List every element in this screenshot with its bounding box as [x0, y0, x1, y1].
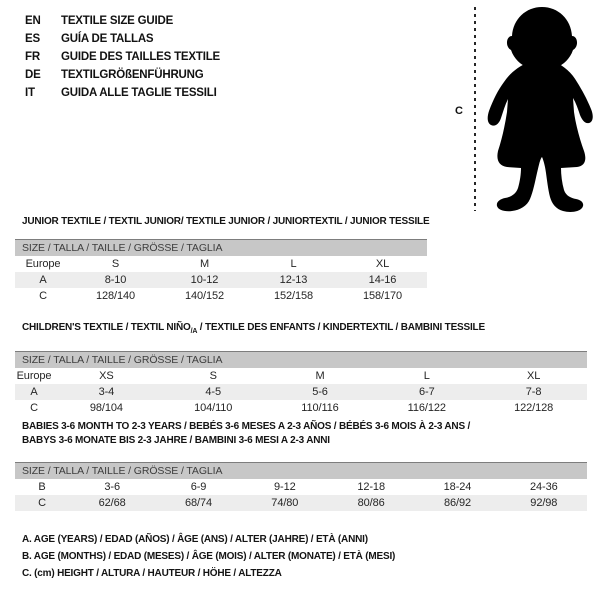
- section-title: [22, 321, 587, 338]
- language-row: [25, 12, 220, 30]
- language-code: IT: [25, 87, 35, 99]
- language-code: FR: [25, 51, 40, 63]
- table-cell: 10-12: [190, 274, 219, 286]
- table-cell: 7-8: [525, 386, 542, 398]
- row-label-cell: A: [39, 274, 47, 286]
- language-code: ES: [25, 33, 40, 45]
- table-cell: 9-12: [274, 481, 296, 493]
- section-title-line: BABYS 3-6 MONATE BIS 2-3 JAHRE / BAMBINI 3-6 MESI A 2-3 ANNI: [22, 435, 330, 446]
- section-title: JUNIOR TEXTILE / TEXTIL JUNIOR/ TEXTILE JUNIOR / JUNIORTEXTIL / JUNIOR TESSILE: [22, 216, 430, 227]
- column-header-cell: M: [199, 258, 210, 270]
- table-cell: 68/74: [184, 497, 212, 509]
- table-cell: 3-6: [104, 481, 120, 493]
- row-label-cell: C: [38, 497, 46, 509]
- table-cell: 110/116: [301, 402, 339, 414]
- table-cell: 12-13: [279, 274, 308, 286]
- table-cell: 4-5: [205, 386, 221, 398]
- table-cell: 62/68: [98, 497, 126, 509]
- section-title: [22, 420, 587, 448]
- table-cell: 12-18: [357, 481, 385, 493]
- measurement-legend: [22, 531, 395, 582]
- table-cell: 6-9: [190, 481, 207, 493]
- section-title-line: BABIES 3-6 MONTH TO 2-3 YEARS / BEBÉS 3-6 MESES A 2-3 AÑOS / BÉBÉS 3-6 MOIS À 2-3 ANS /: [22, 421, 471, 432]
- table-cell: 8-10: [104, 274, 127, 286]
- size-header-bar: SIZE / TALLA / TAILLE / GRÖSSE / TAGLIA: [15, 462, 587, 479]
- size-header-bar: SIZE / TALLA / TAILLE / GRÖSSE / TAGLIA: [15, 351, 587, 368]
- language-code: EN: [25, 15, 41, 27]
- table-cell: 24-36: [530, 481, 558, 493]
- language-title: GUÍA DE TALLAS: [61, 33, 154, 45]
- table-row-height: [15, 400, 587, 416]
- table-cell: 116/122: [407, 402, 446, 414]
- section-title-text: / TEXTILE DES ENFANTS / KINDERTEXTIL / BAMBINI TESSILE: [197, 322, 485, 333]
- column-header-row: [15, 368, 587, 384]
- language-row: [25, 84, 220, 102]
- column-header-row: [15, 256, 427, 272]
- toddler-silhouette-icon: [485, 2, 597, 214]
- table-cell: 18-24: [443, 481, 472, 493]
- size-header-bar: SIZE / TALLA / TAILLE / GRÖSSE / TAGLIA: [15, 239, 427, 256]
- column-header-cell: L: [290, 258, 297, 270]
- babies-textile-section: [15, 420, 587, 511]
- region-header-cell: Europe: [25, 258, 61, 270]
- row-label-cell: C: [30, 402, 38, 414]
- height-measure-label: C: [455, 105, 463, 117]
- section-title-sub: /A: [190, 328, 198, 335]
- region-header-cell: Europe: [16, 370, 52, 382]
- row-label-cell: A: [30, 386, 38, 398]
- table-cell: 92/98: [530, 497, 558, 509]
- row-label-cell: C: [39, 290, 47, 302]
- column-header-cell: XL: [375, 258, 390, 270]
- language-row: [25, 66, 220, 84]
- column-header-cell: S: [111, 258, 120, 270]
- language-title: GUIDE DES TAILLES TEXTILE: [61, 51, 220, 63]
- column-header-cell: M: [315, 370, 325, 382]
- legend-item-c: C. (cm) HEIGHT / ALTURA / HAUTEUR / HÖHE / ALTEZZA: [22, 568, 282, 579]
- table-row-age: [15, 479, 587, 495]
- table-row-height: [15, 495, 587, 511]
- language-title: TEXTILGRÖßENFÜHRUNG: [61, 69, 204, 81]
- table-cell: 5-6: [312, 386, 328, 398]
- table-cell: 6-7: [418, 386, 435, 398]
- table-cell: 14-16: [368, 274, 397, 286]
- babies-size-table: [15, 479, 587, 511]
- language-title: GUIDA ALLE TAGLIE TESSILI: [61, 87, 217, 99]
- language-code: DE: [25, 69, 41, 81]
- column-header-cell: L: [423, 370, 430, 382]
- height-dashed-line: [474, 7, 476, 211]
- table-cell: 122/128: [514, 402, 554, 414]
- table-cell: 86/92: [443, 497, 471, 509]
- table-cell: 80/86: [357, 497, 385, 509]
- table-row-height: [15, 288, 427, 304]
- table-cell: 3-4: [98, 386, 115, 398]
- row-label-cell: B: [38, 481, 46, 493]
- table-cell: 128/140: [95, 290, 136, 302]
- column-header-cell: S: [209, 370, 217, 382]
- section-title-text: CHILDREN'S TEXTILE / TEXTIL NIÑO: [22, 322, 191, 333]
- table-row-age: [15, 272, 427, 288]
- language-row: [25, 48, 220, 66]
- junior-size-table: [15, 256, 427, 304]
- language-title: TEXTILE SIZE GUIDE: [61, 15, 174, 27]
- legend-item-a: A. AGE (YEARS) / EDAD (AÑOS) / ÂGE (ANS) / ALTER (JAHRE) / ETÀ (ANNI): [22, 534, 368, 545]
- table-cell: 104/110: [194, 402, 233, 414]
- legend-item-b: B. AGE (MONTHS) / EDAD (MESES) / ÂGE (MOIS) / ALTER (MONATE) / ETÀ (MESI): [22, 551, 396, 562]
- childrens-textile-section: [15, 321, 587, 416]
- table-cell: 140/152: [184, 290, 225, 302]
- table-cell: 74/80: [271, 497, 299, 509]
- table-cell: 152/158: [273, 290, 314, 302]
- language-row: [25, 30, 220, 48]
- column-header-cell: XS: [99, 370, 114, 382]
- table-cell: 158/170: [362, 290, 403, 302]
- childrens-size-table: [15, 368, 587, 416]
- language-list: [25, 12, 220, 102]
- table-row-age: [15, 384, 587, 400]
- table-cell: 98/104: [89, 402, 123, 414]
- column-header-cell: XL: [526, 370, 541, 382]
- junior-textile-section: [15, 215, 430, 304]
